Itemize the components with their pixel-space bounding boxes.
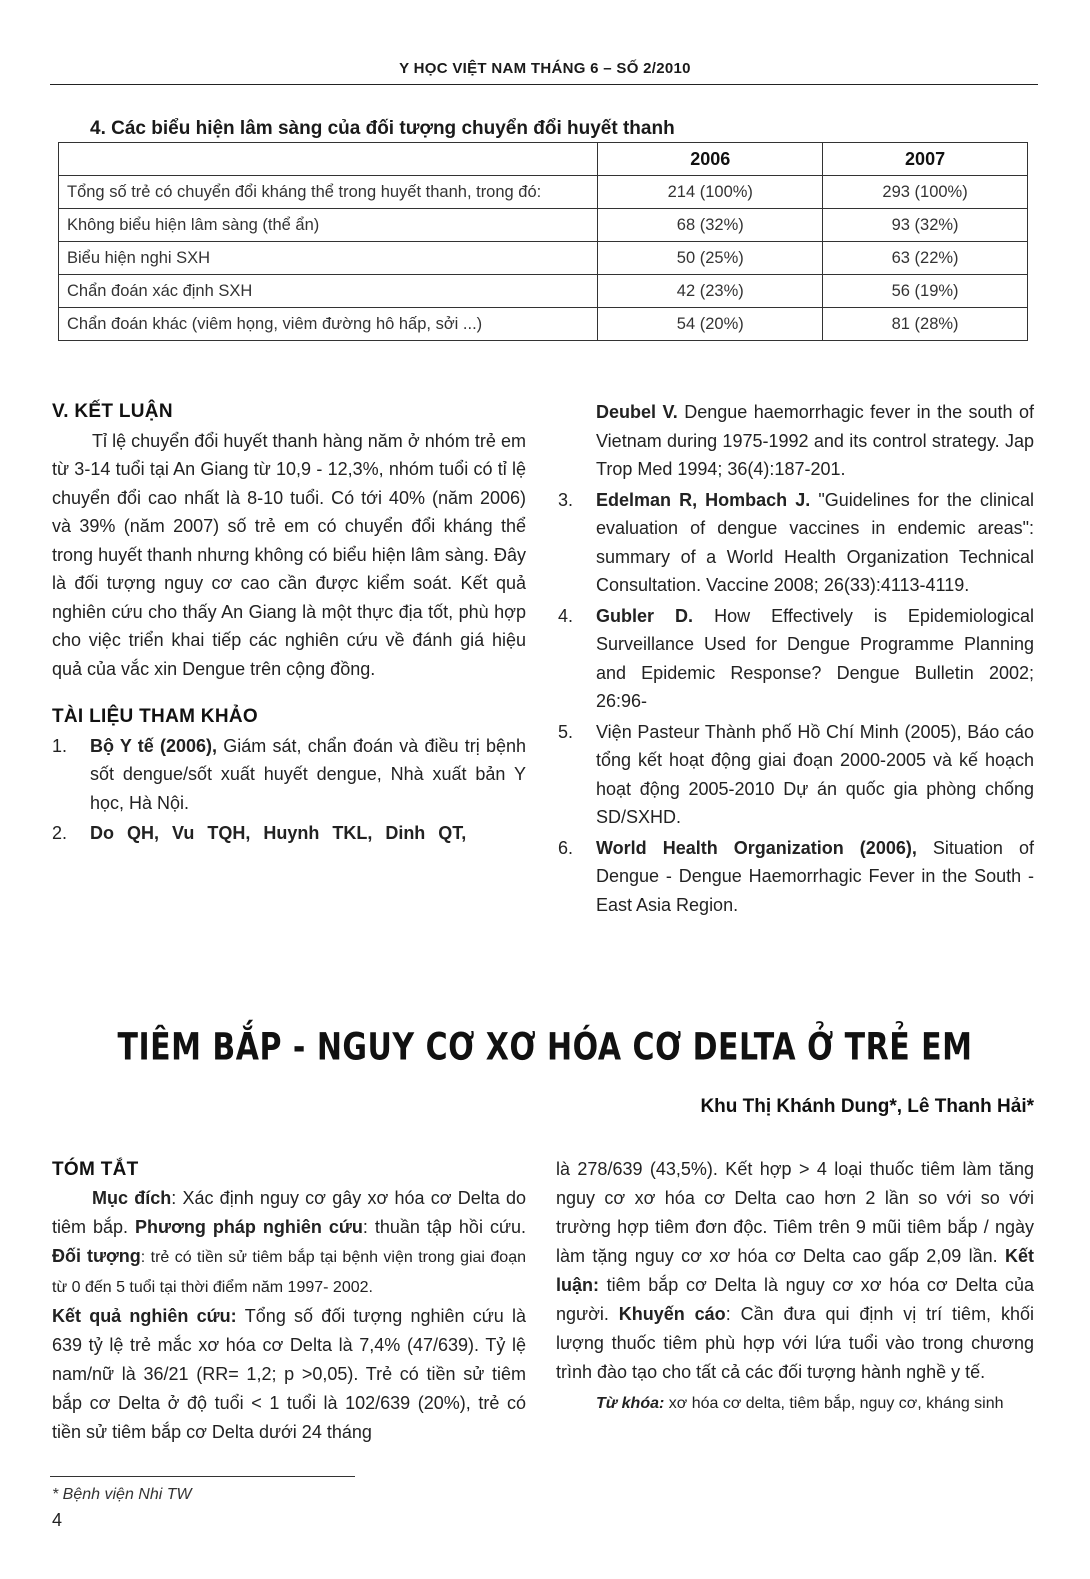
cell-2007: 293 (100%) [823,176,1028,209]
table-caption: 4. Các biểu hiện lâm sàng của đối tượng chuyển đổi huyết thanh [90,118,675,139]
row-label: Tổng số trẻ có chuyển đổi kháng thể trong huyết thanh, trong đó: [59,176,598,209]
conclusion-heading: V. KẾT LUẬN [52,401,173,422]
reference-item: 5. Viện Pasteur Thành phố Hồ Chí Minh (2005), Báo cáo tổng kết hoạt động giai đoạn 2000-2005 và kế hoạch hoạt động 2005-2010 Dự án quốc gia phòng chống SD/SXHD. [558,721,1034,827]
reference-item: 2. Do QH, Vu TQH, Huynh TKL, Dinh QT, [52,819,526,848]
results-text-right: là 278/639 (43,5%). Kết hợp > 4 loại thuốc tiêm làm tăng nguy cơ xơ hóa cơ Delta cao hơn 2 lần so với so với trường hợp tiêm đơn độc. Tiêm trên 9 mũi tiêm bắp / ngày làm tặng nguy cơ xơ hóa cơ Delta cao gấp 2,09 lần. [556,1159,1034,1266]
reference-2-tail: Deubel V. [596,402,678,422]
article-authors: Khu Thị Khánh Dung*, Lê Thanh Hải* [700,1096,1034,1117]
reference-item: 1. Bộ Y tế (2006), Giám sát, chẩn đoán và điều trị bệnh sốt dengue/sốt xuất huyết dengue, Nhà xuất bản Y học, Hà Nội. [52,735,527,813]
reference-item: 3. Edelman R, Hombach J. "Guidelines for the clinical evaluation of dengue vaccines in endemic areas": summary of a World Health Organization Technical Consultation. Vaccine 2008; 26(33):4113-4119. [558,489,1034,595]
header-divider [50,84,1038,85]
table-header-row [59,143,1028,176]
abstract-results: Kết quả nghiên cứu: Tổng số đối tượng nghiên cứu là 639 tỷ lệ trẻ mắc xơ hóa cơ Delta là 7,4% (47/639). Tỷ lệ nam/nữ là 36/21 (RR= 1,2; p >0,05). Trẻ có tiền sử tiêm bắp cơ Delta ở độ tuổi < 1 tuổi là 102/639 (20%), trẻ có tiền sử tiêm bắp cơ Delta dưới 24 tháng [52,1306,526,1442]
references-heading: TÀI LIỆU THAM KHẢO [52,706,258,727]
row-label: Chẩn đoán xác định SXH [59,275,598,308]
row-label: Không biểu hiện lâm sàng (thể ẩn) [59,209,598,242]
footnote: * Bệnh viện Nhi TW [52,1486,192,1503]
keywords: Từ khóa: xơ hóa cơ delta, tiêm bắp, nguy cơ, kháng sinh [596,1395,1004,1412]
clinical-table [58,142,1028,341]
abstract-left-column [52,1155,526,1447]
page-number: 4 [52,1510,63,1530]
reference-2-authors: Do QH, Vu TQH, Huynh TKL, Dinh QT, [90,823,467,843]
cell-2006: 50 (25%) [598,242,823,275]
table-row [59,242,1028,275]
table-row [59,275,1028,308]
article-title: TIÊM BẮP - NGUY CƠ XƠ HÓA CƠ DELTA Ở TRẺ EM [117,1025,973,1070]
left-column-upper [52,398,526,850]
reference-item: 4. Gubler D. How Effectively is Epidemiological Surveillance Used for Dengue Programme Planning and Epidemic Response? Dengue Bulletin 2002; 26:96- [558,605,1034,711]
table-header-cell [59,143,598,176]
abstract-heading: TÓM TẮT [52,1159,139,1180]
row-label: Chẩn đoán khác (viêm họng, viêm đường hô hấp, sởi ...) [59,308,598,341]
right-column-upper [558,398,1034,921]
cell-2006: 214 (100%) [598,176,823,209]
abstract-objective: Mục đích: Xác định nguy cơ gây xơ hóa cơ Delta do tiêm bắp. Phương pháp nghiên cứu: thuần tập hồi cứu. Đối tượng: trẻ có tiền sử tiêm bắp tại bệnh viện trong giai đoạn từ 0 đến 5 tuổi tại thời điểm năm 1997- 2002. [52,1188,527,1296]
table-row [59,209,1028,242]
table-header-cell: 2006 [598,143,823,176]
cell-2007: 81 (28%) [823,308,1028,341]
cell-2007: 63 (22%) [823,242,1028,275]
row-label: Biểu hiện nghi SXH [59,242,598,275]
table-header-cell: 2007 [823,143,1028,176]
reference-item-continued: Deubel V. Dengue haemorrhagic fever in the south of Vietnam during 1975-1992 and its control strategy. Jap Trop Med 1994; 36(4):187-201. [596,402,1034,479]
abstract-right-column [556,1155,1034,1418]
journal-header: Y HỌC VIỆT NAM THÁNG 6 – SỐ 2/2010 [399,60,691,77]
footnote-divider [50,1476,355,1477]
cell-2006: 54 (20%) [598,308,823,341]
results-text-left: Tổng số đối tượng nghiên cứu là 639 tỷ lệ trẻ mắc xơ hóa cơ Delta là 7,4% (47/639). Tỷ lệ nam/nữ là 36/21 (RR= 1,2; p >0,05). Trẻ có tiền sử tiêm bắp cơ Delta ở độ tuổi < 1 tuổi là 102/639 (20%), trẻ có tiền sử tiêm bắp cơ Delta dưới 24 tháng [52,1306,526,1442]
reference-item: 6. World Health Organization (2006), Situation of Dengue - Dengue Haemorrhagic Fever in the South - East Asia Region. [558,837,1034,915]
cell-2006: 42 (23%) [598,275,823,308]
table-row [59,176,1028,209]
conclusion-body: Tỉ lệ chuyển đổi huyết thanh hàng năm ở nhóm trẻ em từ 3-14 tuổi tại An Giang từ 10,9 - 12,3%, nhóm tuổi có tỉ lệ chuyển đổi cao nhất là 8-10 tuổi. Có tới 40% (năm 2006) và 39% (năm 2007) số trẻ em có chuyển đổi kháng thể trong huyết thanh nhưng không có biểu hiện lâm sàng. Đây là đối tượng nguy cơ cao cần được kiểm soát. Kết quả nghiên cứu cho thấy An Giang là một thực địa tốt, phù hợp cho việc triển khai tiếp các nghiên cứu về đánh giá hiệu quả của vắc xin Dengue trên cộng đồng. [52,430,526,679]
cell-2007: 93 (32%) [823,209,1028,242]
cell-2006: 68 (32%) [598,209,823,242]
table-row [59,308,1028,341]
cell-2007: 56 (19%) [823,275,1028,308]
abstract-results-continued: là 278/639 (43,5%). Kết hợp > 4 loại thuốc tiêm làm tăng nguy cơ xơ hóa cơ Delta cao hơn 2 lần so với so với trường hợp tiêm đơn độc. Tiêm trên 9 mũi tiêm bắp / ngày làm tặng nguy cơ xơ hóa cơ Delta cao gấp 2,09 lần. Kết luận: tiêm bắp cơ Delta là nguy cơ xơ hóa cơ Delta của người. Khuyến cáo: Cần đưa qui định vị trí tiêm, khối lượng thuốc tiêm phù hợp với lứa tuổi vào trong chương trình đào tạo cho tất cả các đối tượng hành nghề y tế. [556,1159,1034,1382]
